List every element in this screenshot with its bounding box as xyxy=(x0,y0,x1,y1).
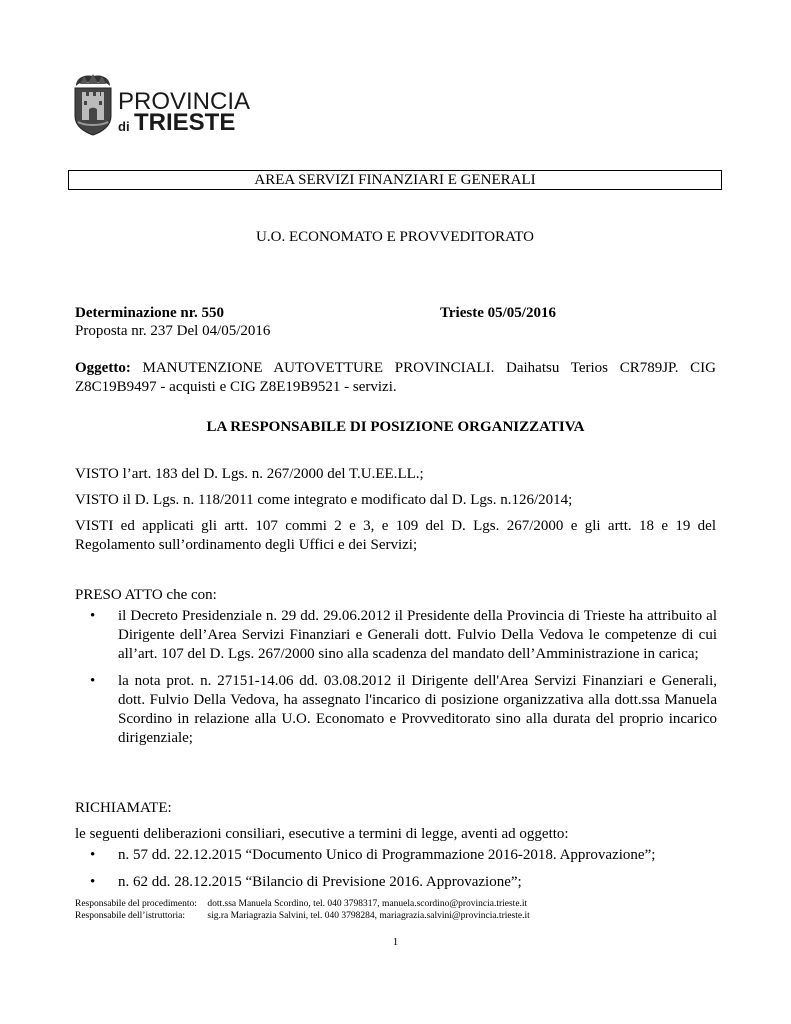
footer-value: dott.ssa Manuela Scordino, tel. 040 3798317, manuela.scordino@provincia.trieste.it xyxy=(207,899,528,909)
area-header-box: AREA SERVIZI FINANZIARI E GENERALI xyxy=(68,170,722,190)
footer-line-procedimento xyxy=(75,898,725,910)
bullet-icon: • xyxy=(90,608,96,624)
footer-value: sig.ra Mariagrazia Salvini, tel. 040 3798284, mariagrazia.salvini@provincia.trieste.it xyxy=(207,911,530,921)
preso-atto-heading: PRESO ATTO che con: xyxy=(75,587,217,603)
visto-paragraph-1: VISTO l’art. 183 del D. Lgs. n. 267/2000 del T.U.EE.LL.; xyxy=(75,466,424,482)
richiamate-list xyxy=(92,846,717,892)
visto-paragraph-2: VISTO il D. Lgs. n. 118/2011 come integrato e modificato dal D. Lgs. n.126/2014; xyxy=(75,492,573,508)
coat-of-arms-icon xyxy=(70,72,116,138)
list-item: • il Decreto Presidenziale n. 29 dd. 29.06.2012 il Presidente della Provincia di Trieste ha attribuito al Dirigente dell’Area Servizi Finanziari e Generali dott. Fulvio Della Vedova le competenze di cui all’art. 107 del D. Lgs. 267/2000 sino alla scadenza del mandato dell’Amministrazione in carica; xyxy=(90,608,717,662)
richiamate-intro: le seguenti deliberazioni consiliari, esecutive a termini di legge, aventi ad oggetto: xyxy=(75,826,569,842)
preso-atto-list xyxy=(92,607,717,748)
list-item: • la nota prot. n. 27151-14.06 dd. 03.08.2012 il Dirigente dell'Area Servizi Finanziari e Generali, dott. Fulvio Della Vedova, ha assegnato l'incarico di posizione organizzativa alla dott.ssa Manuela Scordino in relazione alla U.O. Economato e Provveditorato sino alla durata del proprio incarico dirigenziale; xyxy=(90,673,717,746)
logo-di-text: di xyxy=(118,119,130,134)
list-item: • n. 57 dd. 22.12.2015 “Documento Unico di Programmazione 2016-2018. Approvazione”; xyxy=(90,847,656,863)
subject-label: Oggetto: xyxy=(75,360,131,376)
bullet-icon: • xyxy=(90,847,96,863)
list-item: • n. 62 dd. 28.12.2015 “Bilancio di Previsione 2016. Approvazione”; xyxy=(90,874,522,890)
richiamate-heading: RICHIAMATE: xyxy=(75,800,172,816)
footer-label: Responsabile dell’istruttoria: xyxy=(75,911,186,921)
logo-provincia-text: PROVINCIA xyxy=(118,88,251,115)
logo-trieste-text: TRIESTE xyxy=(134,109,236,136)
province-logo xyxy=(70,72,270,138)
determination-date: Trieste 05/05/2016 xyxy=(440,305,556,321)
bullet-icon: • xyxy=(90,874,96,890)
footer-line-istruttoria xyxy=(75,910,725,922)
uo-header: U.O. ECONOMATO E PROVVEDITORATO xyxy=(256,229,534,245)
page-footer xyxy=(75,898,725,922)
subject-text: MANUTENZIONE AUTOVETTURE PROVINCIALI. Daihatsu Terios CR789JP. CIG Z8C19B9497 - acquisti e CIG Z8E19B9521 - servizi. xyxy=(75,360,716,395)
section-title: LA RESPONSABILE DI POSIZIONE ORGANIZZATIVA xyxy=(206,419,585,435)
subject-paragraph xyxy=(75,359,716,397)
bullet-icon: • xyxy=(90,673,96,689)
footer-label: Responsabile del procedimento: xyxy=(75,899,197,909)
visto-paragraph-3: VISTI ed applicati gli artt. 107 commi 2 e 3, e 109 del D. Lgs. 267/2000 e gli artt. 18 e 19 del Regolamento sull’ordinamento degli Uffici e dei Servizi; xyxy=(75,518,716,553)
determination-number: Determinazione nr. 550 xyxy=(75,305,225,321)
proposal-number: Proposta nr. 237 Del 04/05/2016 xyxy=(75,323,271,339)
page-number: 1 xyxy=(392,936,399,948)
